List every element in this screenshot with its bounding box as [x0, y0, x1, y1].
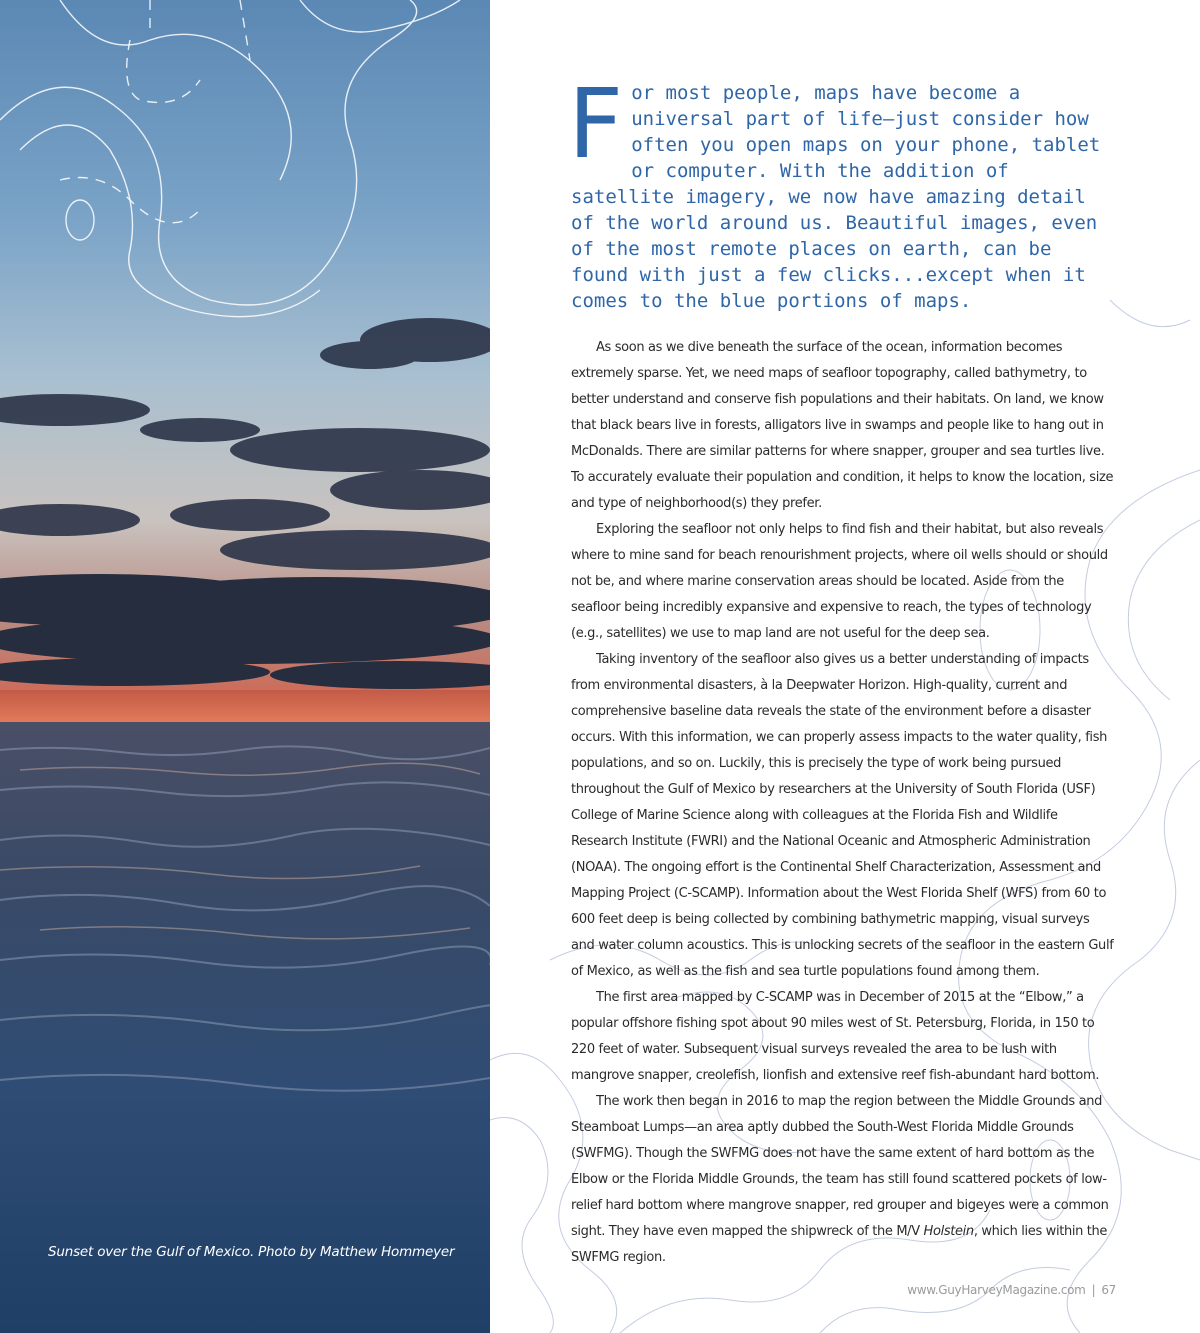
body-text: , which lies within the SWFMG region. — [571, 1224, 1108, 1265]
intro-paragraph — [568, 68, 1111, 314]
article-body — [571, 335, 1116, 1271]
body-paragraph: As soon as we dive beneath the surface of the ocean, information becomes extremely sparse. Yet, we need maps of seafloor topography, called bathymetry, to better understand and conserve fish populations and their habitats. On land, we know that black bears live in forests, alligators live in swamps and people like to hang out in McDonalds. There are similar patterns for where snapper, grouper and sea turtles live. To accurately evaluate their population and condition, it helps to know the location, size and type of neighborhood(s) they prefer. — [571, 340, 1114, 511]
body-paragraph — [571, 1089, 1116, 1271]
page-footer — [907, 1283, 1116, 1297]
drop-cap: F — [568, 68, 624, 180]
intro-text: or most people, maps have become a universal part of life—just consider how often you open maps on your phone, tablet or computer. With the addition of satellite imagery, we now have amazing detail of the world around us. Beautiful images, even of the most remote places on earth, can be found with just a few clicks...except when it comes to the blue portions of maps. — [571, 82, 1101, 312]
body-paragraph: Taking inventory of the seafloor also gives us a better understanding of impacts from environmental disasters, à la Deepwater Horizon. High-quality, current and comprehensive baseline data reveals the state of the environment before a disaster occurs. With this information, we can properly assess impacts to the water quality, fish populations, and so on. Luckily, this is precisely the type of work being pursued throughout the Gulf of Mexico by researchers at the University of South Florida (USF) College of Marine Science along with colleagues at the Florida Fish and Wildlife Research Institute (FWRI) and the National Oceanic and Atmospheric Administration (NOAA). The ongoing effort is the Continental Shelf Characterization, Assessment and Mapping Project (C-SCAMP). Information about the West Florida Shelf (WFS) from 60 to 600 feet deep is being collected by combining bathymetric mapping, visual surveys and water column acoustics. This is unlocking secrets of the seafloor in the eastern Gulf of Mexico, as well as the fish and sea turtle populations found among them. — [571, 652, 1114, 979]
page-number: 67 — [1101, 1283, 1116, 1297]
photo-caption: Sunset over the Gulf of Mexico. Photo by Matthew Hommeyer — [48, 1244, 455, 1260]
body-paragraph: The first area mapped by C-SCAMP was in December of 2015 at the “Elbow,” a popular offshore fishing spot about 90 miles west of St. Petersburg, Florida, in 150 to 220 feet of water. Subsequent visual surveys revealed the area to be lush with mangrove snapper, creolefish, lionfish and extensive reef fish-abundant hard bottom. — [571, 990, 1100, 1083]
website-link[interactable]: www.GuyHarveyMagazine.com — [907, 1283, 1086, 1297]
sunset-photo — [0, 0, 490, 1333]
body-paragraph: Exploring the seafloor not only helps to find fish and their habitat, but also reveals where to mine sand for beach renourishment projects, where oil wells should or should not be, and where marine conservation areas should be located. Aside from the seafloor being incredibly expansive and expensive to reach, the types of technology (e.g., satellites) we use to map land are not useful for the deep sea. — [571, 522, 1108, 641]
vessel-name: Holstein — [923, 1224, 974, 1239]
footer-separator: | — [1091, 1283, 1096, 1297]
body-text: The work then began in 2016 to map the region between the Middle Grounds and Steamboat Lumps—an area aptly dubbed the South-West Florida Middle Grounds (SWFMG). Though the SWFMG does not have the same extent of hard bottom as the Elbow or the Florida Middle Grounds, the team has still found scattered pockets of low-relief hard bottom where mangrove snapper, red grouper and bigeyes were a common sight. They have even mapped the shipwreck of the M/V — [571, 1094, 1109, 1239]
